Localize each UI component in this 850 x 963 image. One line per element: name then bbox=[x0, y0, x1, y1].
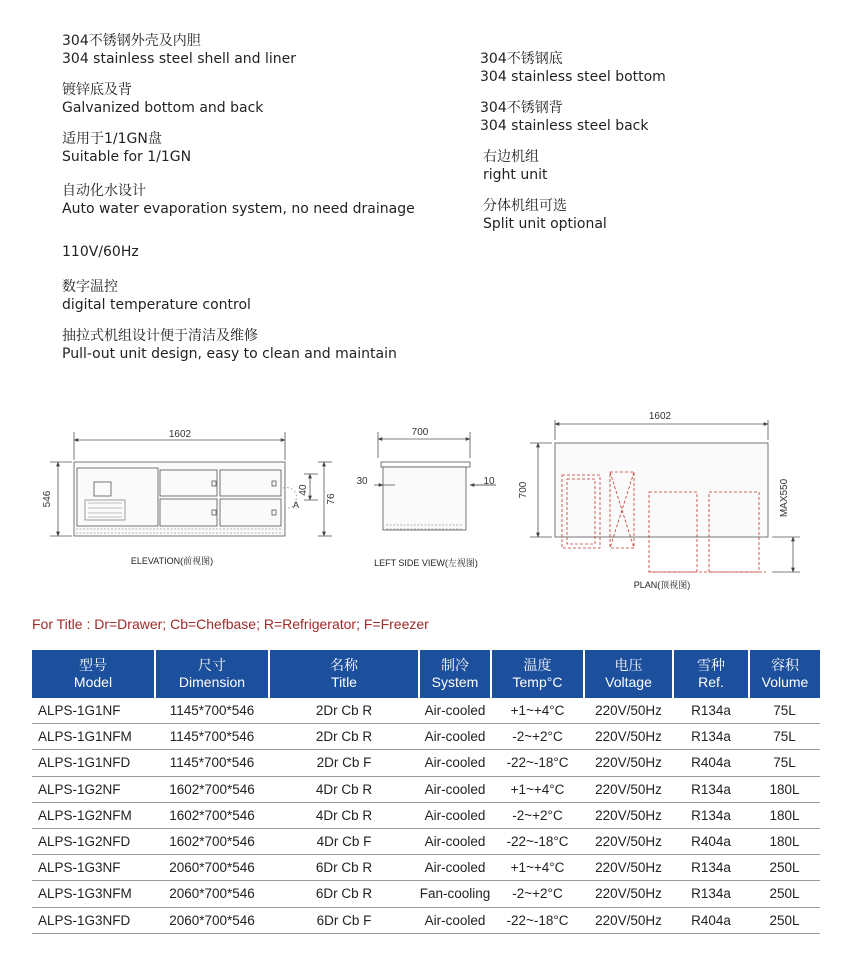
table-row bbox=[32, 776, 820, 802]
cell-dimension: 1602*700*546 bbox=[155, 802, 269, 828]
cell-dimension: 2060*700*546 bbox=[155, 881, 269, 907]
cell-model: ALPS-1G2NFM bbox=[32, 802, 155, 828]
cell-system: Air-cooled bbox=[419, 724, 491, 750]
side-caption: LEFT SIDE VIEW(左视图) bbox=[374, 558, 478, 568]
cell-volume: 75L bbox=[749, 750, 820, 776]
plan-width-label: 1602 bbox=[648, 411, 672, 422]
cell-ref: R134a bbox=[673, 776, 749, 802]
table-row bbox=[32, 698, 820, 724]
cell-volume: 180L bbox=[749, 776, 820, 802]
cell-voltage: 220V/50Hz bbox=[584, 776, 673, 802]
feature-cn: 右边机组 bbox=[483, 149, 539, 165]
cell-system: Air-cooled bbox=[419, 907, 491, 933]
col-dimension: 尺寸 Dimension bbox=[155, 650, 269, 698]
table-row bbox=[32, 907, 820, 933]
cell-title: 6Dr Cb R bbox=[269, 855, 419, 881]
cell-dimension: 1602*700*546 bbox=[155, 828, 269, 854]
plan-max-label: MAX550 bbox=[779, 478, 790, 518]
cell-ref: R404a bbox=[673, 750, 749, 776]
cell-model: ALPS-1G2NF bbox=[32, 776, 155, 802]
feature-cn: 自动化水设计 bbox=[62, 183, 146, 199]
feature-en: Pull-out unit design, easy to clean and maintain bbox=[62, 346, 397, 362]
elevation-width-label: 1602 bbox=[168, 429, 192, 440]
cell-system: Air-cooled bbox=[419, 750, 491, 776]
cell-volume: 180L bbox=[749, 828, 820, 854]
col-title: 名称 Title bbox=[269, 650, 419, 698]
feature-left-5 bbox=[62, 278, 251, 314]
feature-en: Suitable for 1/1GN bbox=[62, 149, 192, 165]
cell-ref: R134a bbox=[673, 802, 749, 828]
table-row bbox=[32, 881, 820, 907]
feature-left-3 bbox=[62, 182, 415, 218]
table-row bbox=[32, 828, 820, 854]
elevation-mark-label: A bbox=[292, 500, 300, 510]
cell-dimension: 2060*700*546 bbox=[155, 907, 269, 933]
cell-voltage: 220V/50Hz bbox=[584, 881, 673, 907]
cell-dimension: 2060*700*546 bbox=[155, 855, 269, 881]
elevation-dim-a-label: 40 bbox=[298, 484, 309, 496]
plan-depth-label: 700 bbox=[518, 481, 529, 499]
cell-dimension: 1602*700*546 bbox=[155, 776, 269, 802]
cell-system: Air-cooled bbox=[419, 698, 491, 724]
side-view bbox=[374, 432, 496, 530]
cell-ref: R404a bbox=[673, 828, 749, 854]
feature-cn: 304不锈钢底 bbox=[480, 51, 563, 67]
feature-right-1 bbox=[480, 99, 648, 135]
table-row bbox=[32, 750, 820, 776]
cell-title: 4Dr Cb R bbox=[269, 776, 419, 802]
cell-system: Air-cooled bbox=[419, 828, 491, 854]
cell-dimension: 1145*700*546 bbox=[155, 698, 269, 724]
cell-volume: 75L bbox=[749, 724, 820, 750]
cell-temp: +1~+4°C bbox=[491, 776, 584, 802]
feature-en: 304 stainless steel back bbox=[480, 118, 649, 134]
feature-left-0 bbox=[62, 32, 296, 68]
cell-voltage: 220V/50Hz bbox=[584, 750, 673, 776]
table-row bbox=[32, 802, 820, 828]
cell-temp: +1~+4°C bbox=[491, 698, 584, 724]
cell-voltage: 220V/50Hz bbox=[584, 907, 673, 933]
feature-left-4 bbox=[62, 243, 139, 261]
cell-voltage: 220V/50Hz bbox=[584, 698, 673, 724]
cell-voltage: 220V/50Hz bbox=[584, 724, 673, 750]
cell-model: ALPS-1G1NF bbox=[32, 698, 155, 724]
cell-title: 4Dr Cb R bbox=[269, 802, 419, 828]
feature-left-6 bbox=[62, 327, 397, 363]
feature-left-2 bbox=[62, 130, 191, 166]
table-header-row bbox=[32, 650, 820, 698]
cell-title: 4Dr Cb F bbox=[269, 828, 419, 854]
cell-temp: -2~+2°C bbox=[491, 724, 584, 750]
spec-table bbox=[32, 650, 820, 934]
cell-volume: 180L bbox=[749, 802, 820, 828]
col-system: 制冷 System bbox=[419, 650, 491, 698]
feature-cn: 抽拉式机组设计便于清洁及维修 bbox=[62, 328, 258, 344]
col-voltage: 电压 Voltage bbox=[584, 650, 673, 698]
cell-title: 2Dr Cb F bbox=[269, 750, 419, 776]
cell-volume: 250L bbox=[749, 855, 820, 881]
cell-voltage: 220V/50Hz bbox=[584, 828, 673, 854]
table-row bbox=[32, 855, 820, 881]
title-legend: For Title : Dr=Drawer; Cb=Chefbase; R=Refrigerator; F=Freezer bbox=[32, 616, 429, 632]
cell-system: Air-cooled bbox=[419, 776, 491, 802]
elevation-view bbox=[50, 432, 332, 536]
feature-en: Auto water evaporation system, no need drainage bbox=[62, 201, 415, 217]
feature-cn: 分体机组可选 bbox=[483, 198, 567, 214]
cell-volume: 75L bbox=[749, 698, 820, 724]
col-volume: 容积 Volume bbox=[749, 650, 820, 698]
cell-title: 6Dr Cb R bbox=[269, 881, 419, 907]
col-ref: 雪种 Ref. bbox=[673, 650, 749, 698]
side-width-label: 700 bbox=[411, 427, 429, 438]
cell-model: ALPS-1G2NFD bbox=[32, 828, 155, 854]
feature-right-3 bbox=[483, 197, 607, 233]
cell-dimension: 1145*700*546 bbox=[155, 750, 269, 776]
cell-voltage: 220V/50Hz bbox=[584, 802, 673, 828]
side-right-label: 10 bbox=[483, 476, 495, 487]
technical-drawings bbox=[0, 400, 850, 600]
feature-en: digital temperature control bbox=[62, 297, 251, 313]
feature-left-1 bbox=[62, 81, 263, 117]
feature-right-2 bbox=[483, 148, 547, 184]
cell-title: 2Dr Cb R bbox=[269, 724, 419, 750]
cell-volume: 250L bbox=[749, 881, 820, 907]
cell-model: ALPS-1G3NF bbox=[32, 855, 155, 881]
elevation-height-label: 546 bbox=[42, 490, 53, 508]
elevation-dim-b-label: 76 bbox=[326, 493, 337, 505]
cell-ref: R134a bbox=[673, 724, 749, 750]
cell-voltage: 220V/50Hz bbox=[584, 855, 673, 881]
feature-right-0 bbox=[480, 50, 666, 86]
feature-cn: 数字温控 bbox=[62, 279, 118, 295]
feature-en: right unit bbox=[483, 167, 548, 183]
table-row bbox=[32, 724, 820, 750]
col-temp: 温度 Temp°C bbox=[491, 650, 584, 698]
feature-cn: 适用于1/1GN盘 bbox=[62, 131, 162, 147]
cell-temp: -22~-18°C bbox=[491, 750, 584, 776]
feature-en: Galvanized bottom and back bbox=[62, 100, 264, 116]
cell-dimension: 1145*700*546 bbox=[155, 724, 269, 750]
feature-en: 304 stainless steel bottom bbox=[480, 69, 666, 85]
feature-cn: 304不锈钢背 bbox=[480, 100, 563, 116]
side-left-label: 30 bbox=[356, 476, 368, 487]
cell-system: Air-cooled bbox=[419, 855, 491, 881]
cell-model: ALPS-1G1NFD bbox=[32, 750, 155, 776]
cell-ref: R134a bbox=[673, 698, 749, 724]
elevation-caption: ELEVATION(前视图) bbox=[130, 556, 214, 566]
cell-volume: 250L bbox=[749, 907, 820, 933]
cell-temp: -2~+2°C bbox=[491, 802, 584, 828]
cell-ref: R404a bbox=[673, 907, 749, 933]
feature-cn: 镀锌底及背 bbox=[62, 82, 132, 98]
cell-system: Air-cooled bbox=[419, 802, 491, 828]
plan-caption: PLAN(顶视图) bbox=[633, 580, 691, 590]
cell-temp: -22~-18°C bbox=[491, 828, 584, 854]
cell-title: 6Dr Cb F bbox=[269, 907, 419, 933]
cell-model: ALPS-1G3NFM bbox=[32, 881, 155, 907]
table-body bbox=[32, 698, 820, 933]
cell-temp: -22~-18°C bbox=[491, 907, 584, 933]
cell-model: ALPS-1G1NFM bbox=[32, 724, 155, 750]
cell-model: ALPS-1G3NFD bbox=[32, 907, 155, 933]
feature-cn: 304不锈钢外壳及内胆 bbox=[62, 33, 201, 49]
feature-en: Split unit optional bbox=[483, 216, 607, 232]
cell-system: Fan-cooling bbox=[419, 881, 491, 907]
col-model: 型号 Model bbox=[32, 650, 155, 698]
cell-title: 2Dr Cb R bbox=[269, 698, 419, 724]
cell-ref: R134a bbox=[673, 881, 749, 907]
plan-view bbox=[530, 420, 800, 572]
feature-en: 110V/60Hz bbox=[62, 244, 139, 260]
feature-en: 304 stainless steel shell and liner bbox=[62, 51, 297, 67]
cell-temp: +1~+4°C bbox=[491, 855, 584, 881]
cell-ref: R134a bbox=[673, 855, 749, 881]
cell-temp: -2~+2°C bbox=[491, 881, 584, 907]
